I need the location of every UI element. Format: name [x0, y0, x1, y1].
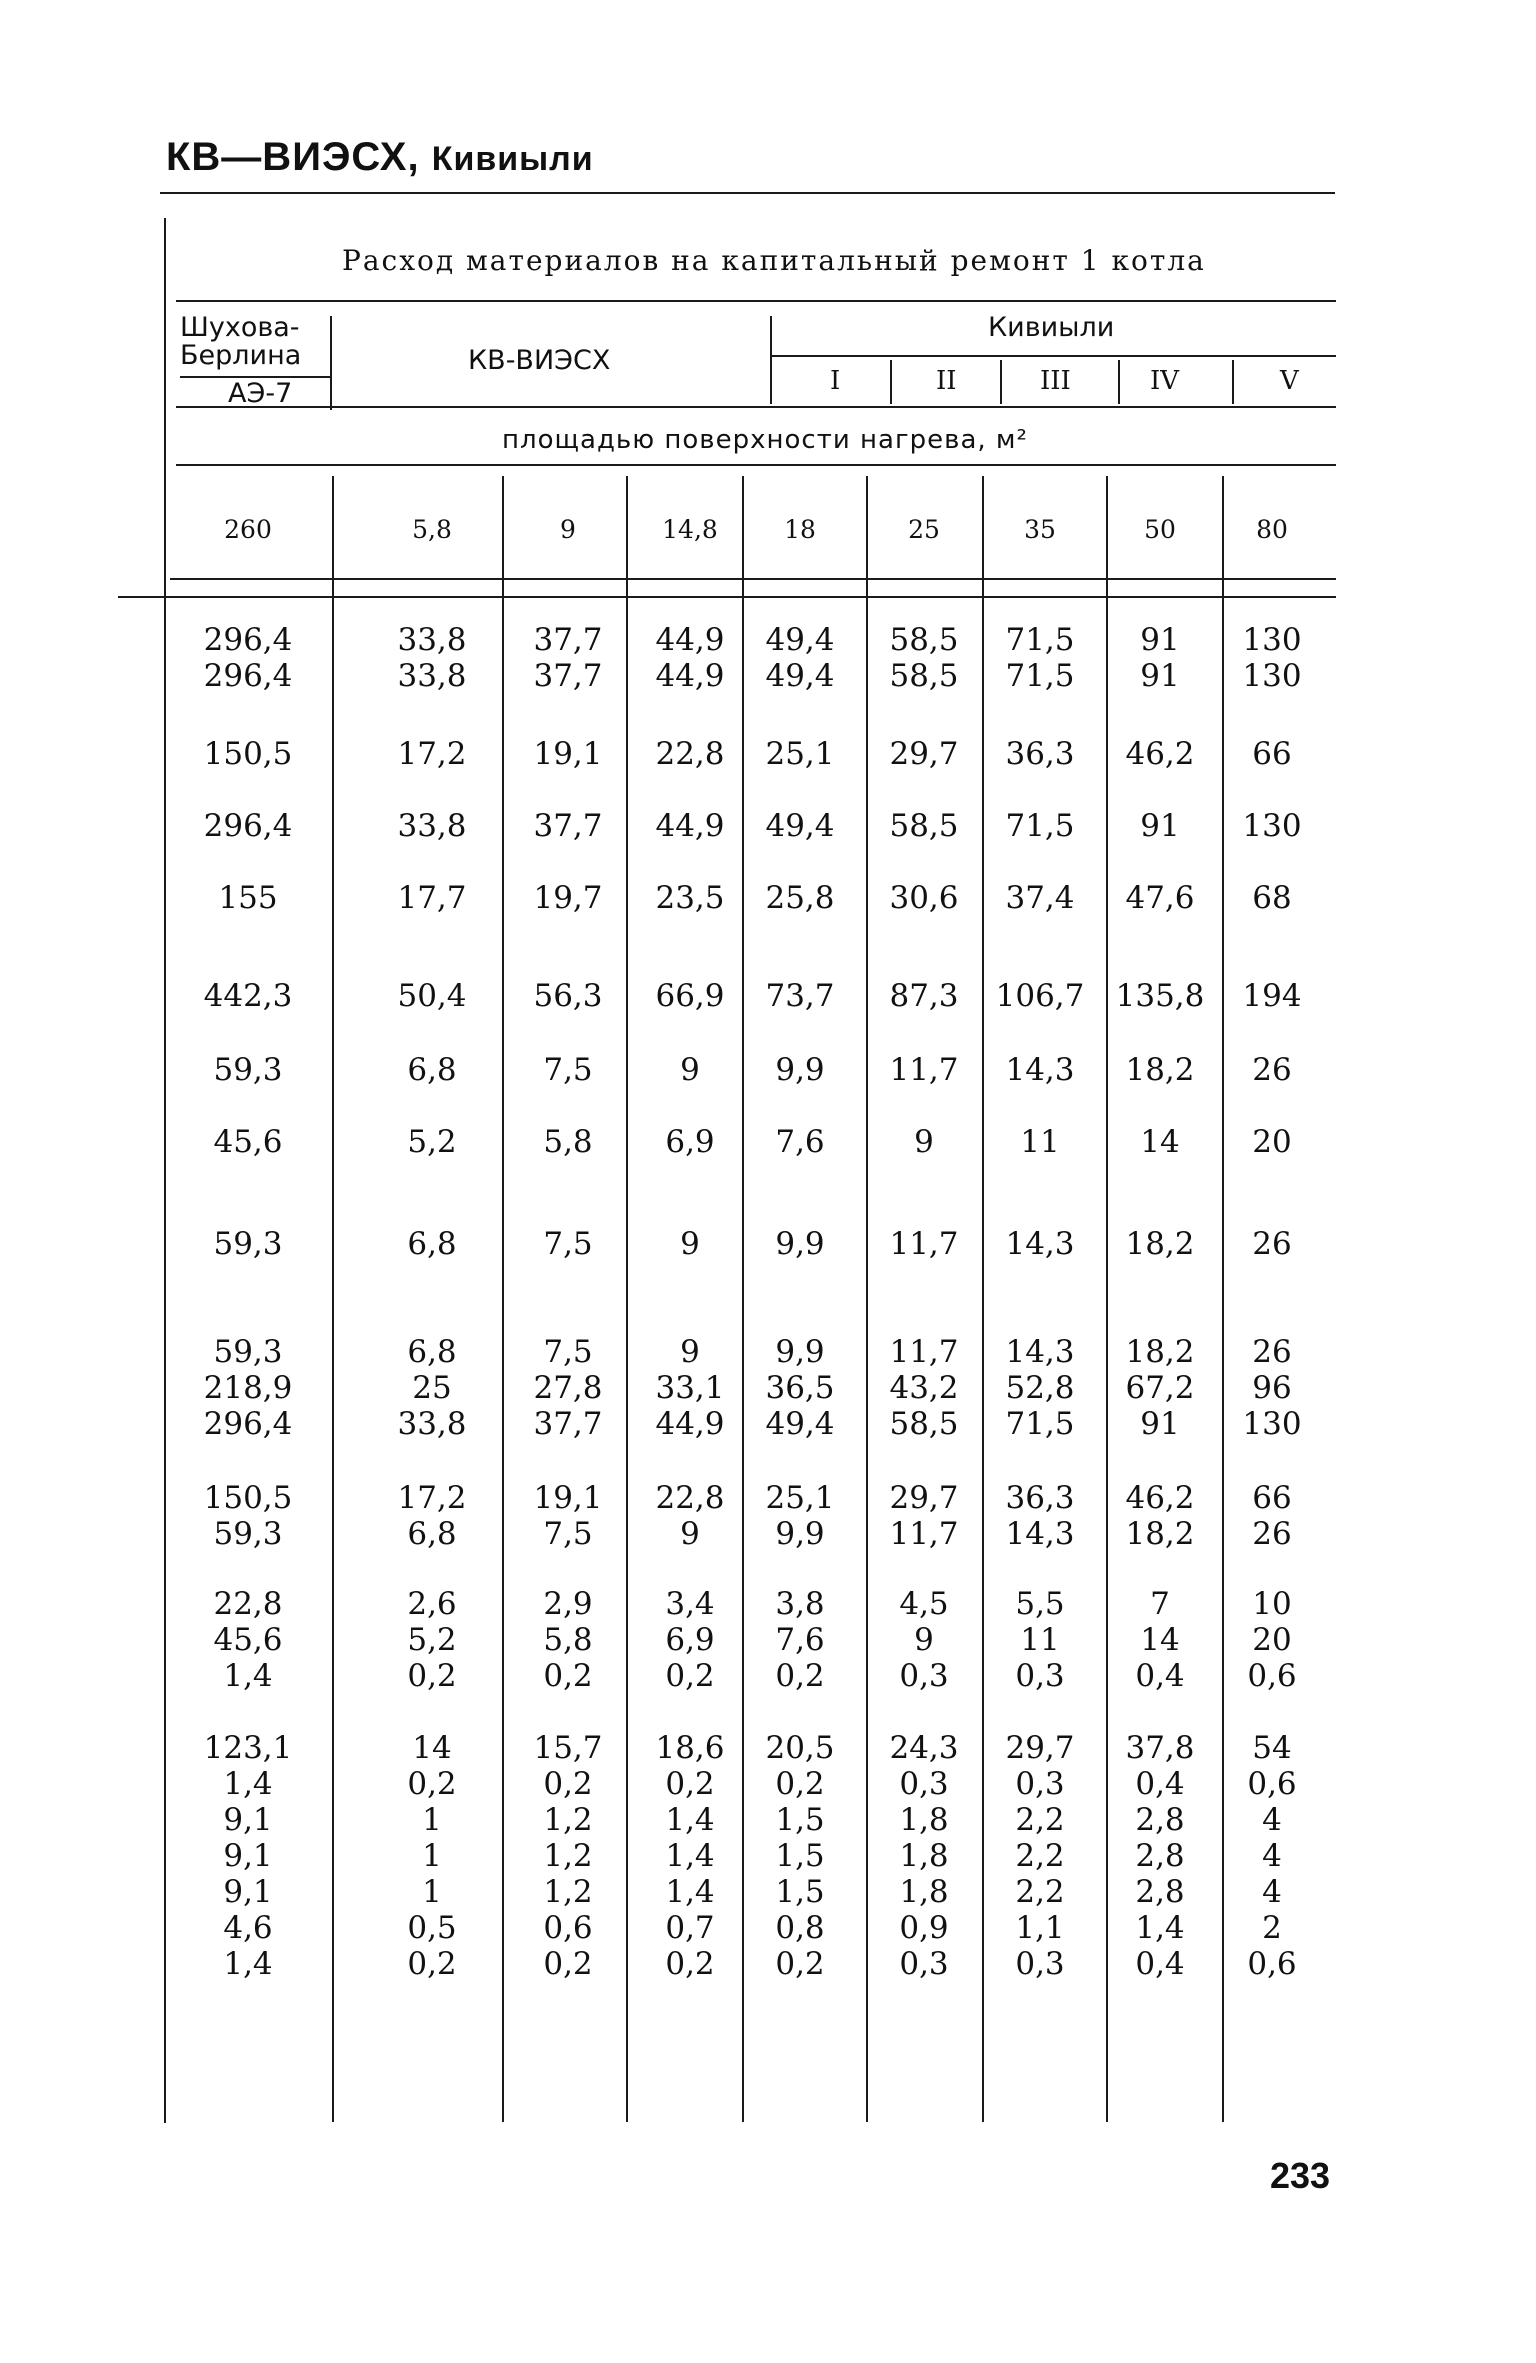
- table-cell: 44,9: [655, 658, 725, 694]
- table-cell: 14,3: [1005, 1052, 1075, 1088]
- table-cell: 7: [1150, 1586, 1170, 1622]
- table-cell: 1,5: [775, 1874, 825, 1910]
- table-cell: 1,4: [223, 1946, 273, 1982]
- header-ae7: АЭ-7: [228, 378, 293, 409]
- table-cell: 36,5: [765, 1370, 835, 1406]
- table-cell: 1,2: [543, 1802, 593, 1838]
- table-cell: 37,7: [533, 658, 603, 694]
- table-cell: 3,8: [775, 1586, 825, 1622]
- table-cell: 296,4: [203, 658, 293, 694]
- header-sep-ii: [1000, 360, 1002, 404]
- table-cell: 194: [1242, 978, 1302, 1014]
- table-cell: 4: [1262, 1802, 1282, 1838]
- table-cell: 49,4: [765, 808, 835, 844]
- table-cell: 130: [1242, 658, 1302, 694]
- table-cell: 2,8: [1135, 1838, 1185, 1874]
- table-cell: 2: [1262, 1910, 1282, 1946]
- table-cell: 37,8: [1125, 1730, 1195, 1766]
- table-cell: 0,7: [665, 1910, 715, 1946]
- table-cell: 0,2: [407, 1658, 457, 1694]
- header-kiviyli: Кивиыли: [988, 312, 1115, 343]
- table-cell: 58,5: [889, 658, 959, 694]
- table-cell: 20: [1252, 1124, 1292, 1160]
- header-shukhov-line2: Берлина: [180, 340, 302, 371]
- table-cell: 150,5: [203, 1480, 293, 1516]
- table-cell: 37,7: [533, 808, 603, 844]
- table-cell: 2,2: [1015, 1802, 1065, 1838]
- table-cell: 0,9: [899, 1910, 949, 1946]
- header-rule-3: [176, 406, 1336, 408]
- table-cell: 59,3: [213, 1516, 283, 1552]
- table-cell: 47,6: [1125, 880, 1195, 916]
- table-cell: 18,6: [655, 1730, 725, 1766]
- table-cell: 49,4: [765, 622, 835, 658]
- table-cell: 6,8: [407, 1052, 457, 1088]
- area-value: 14,8: [662, 515, 718, 544]
- table-cell: 25,1: [765, 736, 835, 772]
- table-cell: 2,2: [1015, 1838, 1065, 1874]
- table-cell: 7,5: [543, 1226, 593, 1262]
- area-value: 9: [560, 515, 576, 544]
- table-cell: 11,7: [889, 1226, 959, 1262]
- table-left-border: [164, 218, 166, 2123]
- table-cell: 0,2: [775, 1658, 825, 1694]
- table-cell: 5,2: [407, 1622, 457, 1658]
- table-cell: 1,5: [775, 1838, 825, 1874]
- table-cell: 24,3: [889, 1730, 959, 1766]
- table-cell: 91: [1140, 808, 1180, 844]
- table-cell: 50,4: [397, 978, 467, 1014]
- body-rule: [118, 596, 1336, 598]
- table-cell: 23,5: [655, 880, 725, 916]
- table-cell: 2,9: [543, 1586, 593, 1622]
- table-cell: 10: [1252, 1586, 1292, 1622]
- table-cell: 26: [1252, 1226, 1292, 1262]
- table-cell: 9: [680, 1334, 700, 1370]
- table-cell: 0,4: [1135, 1946, 1185, 1982]
- table-cell: 54: [1252, 1730, 1292, 1766]
- table-cell: 52,8: [1005, 1370, 1075, 1406]
- table-cell: 0,4: [1135, 1766, 1185, 1802]
- table-cell: 9,9: [775, 1516, 825, 1552]
- table-cell: 11,7: [889, 1334, 959, 1370]
- table-cell: 27,8: [533, 1370, 603, 1406]
- area-value: 25: [908, 515, 940, 544]
- table-cell: 0,3: [1015, 1946, 1065, 1982]
- table-cell: 43,2: [889, 1370, 959, 1406]
- table-cell: 25: [412, 1370, 452, 1406]
- table-cell: 1,5: [775, 1802, 825, 1838]
- table-cell: 4: [1262, 1838, 1282, 1874]
- table-cell: 0,2: [775, 1766, 825, 1802]
- table-cell: 1,4: [665, 1838, 715, 1874]
- table-cell: 46,2: [1125, 736, 1195, 772]
- header-sep-i: [890, 360, 892, 404]
- running-head-title: КВ—ВИЭСХ,: [166, 135, 420, 179]
- header-kv-viesh: КВ-ВИЭСХ: [468, 345, 611, 376]
- table-cell: 5,8: [543, 1622, 593, 1658]
- header-sep-ae: [330, 316, 332, 410]
- column-separator: [866, 476, 868, 2122]
- table-cell: 29,7: [889, 1480, 959, 1516]
- table-cell: 73,7: [765, 978, 835, 1014]
- table-cell: 1,1: [1015, 1910, 1065, 1946]
- table-cell: 18,2: [1125, 1052, 1195, 1088]
- area-value: 80: [1256, 515, 1288, 544]
- table-cell: 58,5: [889, 808, 959, 844]
- table-cell: 442,3: [203, 978, 293, 1014]
- table-cell: 130: [1242, 808, 1302, 844]
- table-cell: 11,7: [889, 1516, 959, 1552]
- header-type-iii: III: [1040, 366, 1071, 396]
- table-cell: 1,8: [899, 1802, 949, 1838]
- header-shukhov-line1: Шухова-: [180, 312, 300, 343]
- column-separator: [626, 476, 628, 2122]
- column-separator: [1106, 476, 1108, 2122]
- table-cell: 5,8: [543, 1124, 593, 1160]
- table-cell: 14,3: [1005, 1226, 1075, 1262]
- table-cell: 9: [680, 1516, 700, 1552]
- table-cell: 0,2: [407, 1946, 457, 1982]
- table-cell: 68: [1252, 880, 1292, 916]
- table-cell: 36,3: [1005, 1480, 1075, 1516]
- table-cell: 7,5: [543, 1334, 593, 1370]
- table-cell: 0,2: [665, 1766, 715, 1802]
- header-sep-kv: [770, 316, 772, 404]
- table-cell: 155: [218, 880, 278, 916]
- table-cell: 26: [1252, 1516, 1292, 1552]
- table-cell: 45,6: [213, 1124, 283, 1160]
- table-cell: 44,9: [655, 808, 725, 844]
- table-cell: 296,4: [203, 622, 293, 658]
- table-cell: 0,2: [543, 1766, 593, 1802]
- header-type-iv: IV: [1150, 366, 1180, 396]
- table-cell: 9: [680, 1226, 700, 1262]
- table-cell: 58,5: [889, 622, 959, 658]
- area-value: 5,8: [412, 515, 452, 544]
- table-cell: 1,4: [665, 1874, 715, 1910]
- table-cell: 9,1: [223, 1802, 273, 1838]
- header-type-v: V: [1280, 366, 1299, 396]
- page-number: 233: [1270, 2155, 1331, 2196]
- table-cell: 26: [1252, 1334, 1292, 1370]
- top-rule: [160, 192, 1335, 194]
- table-cell: 20: [1252, 1622, 1292, 1658]
- table-cell: 18,2: [1125, 1516, 1195, 1552]
- table-cell: 17,2: [397, 736, 467, 772]
- header-sep-iii: [1118, 360, 1120, 404]
- column-separator: [332, 476, 334, 2122]
- column-separator: [742, 476, 744, 2122]
- table-cell: 7,5: [543, 1052, 593, 1088]
- table-cell: 1: [422, 1838, 442, 1874]
- table-cell: 26: [1252, 1052, 1292, 1088]
- table-cell: 0,2: [665, 1946, 715, 1982]
- table-cell: 1,4: [223, 1766, 273, 1802]
- table-cell: 0,6: [1247, 1946, 1297, 1982]
- table-cell: 0,3: [899, 1766, 949, 1802]
- table-cell: 29,7: [1005, 1730, 1075, 1766]
- table-cell: 1: [422, 1874, 442, 1910]
- header-sep-iv: [1232, 360, 1234, 404]
- table-cell: 22,8: [655, 1480, 725, 1516]
- table-cell: 2,6: [407, 1586, 457, 1622]
- table-cell: 22,8: [655, 736, 725, 772]
- table-cell: 25,1: [765, 1480, 835, 1516]
- table-cell: 9: [680, 1052, 700, 1088]
- table-cell: 58,5: [889, 1406, 959, 1442]
- table-cell: 9,9: [775, 1052, 825, 1088]
- table-cell: 14,3: [1005, 1334, 1075, 1370]
- table-cell: 6,9: [665, 1622, 715, 1658]
- table-cell: 7,6: [775, 1622, 825, 1658]
- table-cell: 49,4: [765, 1406, 835, 1442]
- table-cell: 0,2: [543, 1658, 593, 1694]
- table-cell: 130: [1242, 1406, 1302, 1442]
- table-cell: 71,5: [1005, 622, 1075, 658]
- table-cell: 2,8: [1135, 1802, 1185, 1838]
- header-rule-4: [176, 464, 1336, 466]
- table-cell: 130: [1242, 622, 1302, 658]
- running-head: [166, 135, 594, 180]
- table-cell: 44,9: [655, 622, 725, 658]
- table-cell: 123,1: [203, 1730, 293, 1766]
- table-cell: 66: [1252, 736, 1292, 772]
- table-cell: 1,4: [665, 1802, 715, 1838]
- table-cell: 1,8: [899, 1838, 949, 1874]
- table-cell: 18,2: [1125, 1334, 1195, 1370]
- table-cell: 7,6: [775, 1124, 825, 1160]
- table-cell: 33,8: [397, 622, 467, 658]
- header-rule-5: [170, 578, 1336, 580]
- table-cell: 25,8: [765, 880, 835, 916]
- table-cell: 2,2: [1015, 1874, 1065, 1910]
- table-cell: 135,8: [1115, 978, 1205, 1014]
- table-cell: 18,2: [1125, 1226, 1195, 1262]
- table-cell: 33,8: [397, 808, 467, 844]
- table-cell: 0,2: [775, 1946, 825, 1982]
- table-cell: 71,5: [1005, 1406, 1075, 1442]
- table-cell: 14: [1140, 1622, 1180, 1658]
- table-cell: 71,5: [1005, 808, 1075, 844]
- table-cell: 1,8: [899, 1874, 949, 1910]
- table-cell: 91: [1140, 1406, 1180, 1442]
- table-cell: 5,2: [407, 1124, 457, 1160]
- table-cell: 296,4: [203, 1406, 293, 1442]
- table-cell: 45,6: [213, 1622, 283, 1658]
- area-value: 260: [224, 515, 272, 544]
- table-cell: 0,8: [775, 1910, 825, 1946]
- table-cell: 0,4: [1135, 1658, 1185, 1694]
- table-cell: 66,9: [655, 978, 725, 1014]
- area-value: 35: [1024, 515, 1056, 544]
- table-cell: 4: [1262, 1874, 1282, 1910]
- table-cell: 1,2: [543, 1874, 593, 1910]
- table-cell: 19,1: [533, 1480, 603, 1516]
- table-cell: 0,3: [1015, 1766, 1065, 1802]
- table-cell: 6,8: [407, 1334, 457, 1370]
- table-cell: 59,3: [213, 1334, 283, 1370]
- table-cell: 4,6: [223, 1910, 273, 1946]
- table-cell: 1,4: [223, 1658, 273, 1694]
- table-cell: 29,7: [889, 736, 959, 772]
- table-cell: 87,3: [889, 978, 959, 1014]
- table-cell: 2,8: [1135, 1874, 1185, 1910]
- table-cell: 33,8: [397, 1406, 467, 1442]
- table-cell: 9: [914, 1622, 934, 1658]
- table-cell: 11,7: [889, 1052, 959, 1088]
- column-separator: [982, 476, 984, 2122]
- table-cell: 66: [1252, 1480, 1292, 1516]
- area-value: 18: [784, 515, 816, 544]
- table-caption: Расход материалов на капитальный ремонт 1 котла: [342, 244, 1206, 277]
- table-cell: 218,9: [203, 1370, 293, 1406]
- table-cell: 67,2: [1125, 1370, 1195, 1406]
- table-cell: 56,3: [533, 978, 603, 1014]
- table-cell: 3,4: [665, 1586, 715, 1622]
- table-cell: 17,2: [397, 1480, 467, 1516]
- table-cell: 91: [1140, 622, 1180, 658]
- table-cell: 0,6: [1247, 1766, 1297, 1802]
- table-cell: 1,4: [1135, 1910, 1185, 1946]
- table-cell: 37,7: [533, 1406, 603, 1442]
- table-cell: 15,7: [533, 1730, 603, 1766]
- table-cell: 44,9: [655, 1406, 725, 1442]
- table-cell: 1: [422, 1802, 442, 1838]
- table-cell: 150,5: [203, 736, 293, 772]
- column-separator: [502, 476, 504, 2122]
- table-cell: 6,8: [407, 1516, 457, 1552]
- table-cell: 106,7: [995, 978, 1085, 1014]
- table-cell: 33,1: [655, 1370, 725, 1406]
- table-cell: 14: [1140, 1124, 1180, 1160]
- table-cell: 0,3: [899, 1658, 949, 1694]
- table-cell: 91: [1140, 658, 1180, 694]
- table-cell: 9: [914, 1124, 934, 1160]
- table-cell: 19,1: [533, 736, 603, 772]
- header-surface-caption: площадью поверхности нагрева, м²: [502, 425, 1028, 455]
- table-cell: 37,7: [533, 622, 603, 658]
- running-head-subtitle: Кивиыли: [431, 140, 594, 178]
- table-cell: 36,3: [1005, 736, 1075, 772]
- table-cell: 0,6: [1247, 1658, 1297, 1694]
- table-cell: 0,3: [899, 1946, 949, 1982]
- table-cell: 5,5: [1015, 1586, 1065, 1622]
- table-cell: 22,8: [213, 1586, 283, 1622]
- table-cell: 9,9: [775, 1226, 825, 1262]
- table-cell: 17,7: [397, 880, 467, 916]
- table-cell: 0,3: [1015, 1658, 1065, 1694]
- table-cell: 11: [1020, 1622, 1060, 1658]
- table-cell: 37,4: [1005, 880, 1075, 916]
- table-cell: 14: [412, 1730, 452, 1766]
- header-rule-1: [176, 300, 1336, 302]
- area-value: 50: [1144, 515, 1176, 544]
- table-cell: 11: [1020, 1124, 1060, 1160]
- table-cell: 0,2: [543, 1946, 593, 1982]
- table-cell: 7,5: [543, 1516, 593, 1552]
- table-cell: 296,4: [203, 808, 293, 844]
- table-cell: 0,2: [407, 1766, 457, 1802]
- header-type-i: I: [830, 366, 841, 396]
- table-cell: 0,6: [543, 1910, 593, 1946]
- table-cell: 1,2: [543, 1838, 593, 1874]
- table-cell: 14,3: [1005, 1516, 1075, 1552]
- table-cell: 6,9: [665, 1124, 715, 1160]
- table-cell: 9,1: [223, 1838, 273, 1874]
- table-cell: 33,8: [397, 658, 467, 694]
- table-cell: 71,5: [1005, 658, 1075, 694]
- table-cell: 9,1: [223, 1874, 273, 1910]
- table-cell: 6,8: [407, 1226, 457, 1262]
- table-cell: 49,4: [765, 658, 835, 694]
- table-cell: 20,5: [765, 1730, 835, 1766]
- table-cell: 30,6: [889, 880, 959, 916]
- table-cell: 96: [1252, 1370, 1292, 1406]
- table-cell: 59,3: [213, 1052, 283, 1088]
- header-type-ii: II: [936, 366, 957, 396]
- table-cell: 59,3: [213, 1226, 283, 1262]
- table-cell: 9,9: [775, 1334, 825, 1370]
- header-rule-2: [770, 355, 1336, 357]
- table-cell: 19,7: [533, 880, 603, 916]
- table-cell: 4,5: [899, 1586, 949, 1622]
- table-cell: 0,2: [665, 1658, 715, 1694]
- table-cell: 0,5: [407, 1910, 457, 1946]
- table-cell: 46,2: [1125, 1480, 1195, 1516]
